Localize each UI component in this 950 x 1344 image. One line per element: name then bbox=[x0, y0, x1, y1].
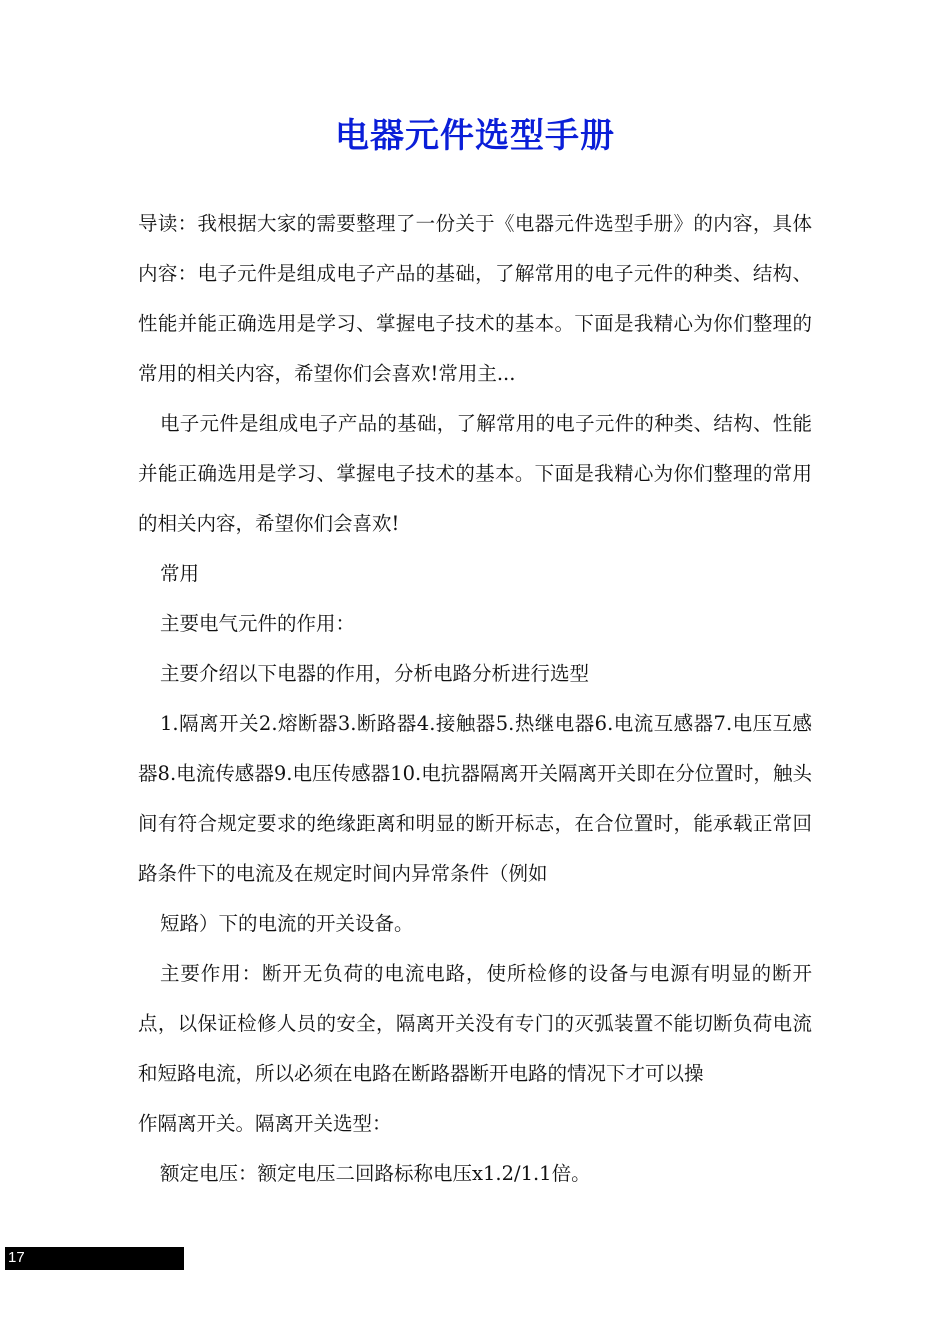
page-number: 17 bbox=[8, 1249, 25, 1266]
paragraph: 作隔离开关。隔离开关选型： bbox=[138, 1112, 392, 1135]
paragraph: 常用 bbox=[160, 562, 200, 585]
paragraph: 主要介绍以下电器的作用，分析电路分析进行选型 bbox=[160, 662, 590, 685]
paragraph: 主要电气元件的作用： bbox=[160, 612, 356, 635]
paragraph: 短路）下的电流的开关设备。 bbox=[160, 912, 414, 935]
intro-paragraph: 导读：我根据大家的需要整理了一份关于《电器元件选型手册》的内容，具体内容：电子元件是组成电子产品的基础，了解常用的电子元件的种类、结构、性能并能正确选用是学习、掌握电子技术的基本。下面是我精心为你们整理的常用的相关内容，希望你们会喜欢!常用主... bbox=[138, 212, 812, 385]
paragraph: 电子元件是组成电子产品的基础，了解常用的电子元件的种类、结构、性能并能正确选用是学习、掌握电子技术的基本。下面是我精心为你们整理的常用的相关内容，希望你们会喜欢! bbox=[138, 412, 812, 535]
paragraph: 额定电压：额定电压二回路标称电压x1.2/1.1倍。 bbox=[160, 1162, 591, 1185]
paragraph: 主要作用：断开无负荷的电流电路，使所检修的设备与电源有明显的断开点，以保证检修人员的安全，隔离开关没有专门的灭弧装置不能切断负荷电流和短路电流，所以必须在电路在断路器断开电路的情况下才可以操 bbox=[138, 962, 812, 1085]
page-number-bar bbox=[5, 1247, 184, 1270]
paragraph: 1.隔离开关2.熔断器3.断路器4.接触器5.热继电器6.电流互感器7.电压互感器8.电流传感器9.电压传感器10.电抗器隔离开关隔离开关即在分位置时，触头间有符合规定要求的绝缘距离和明显的断开标志，在合位置时，能承载正常回路条件下的电流及在规定时间内异常条件（例如 bbox=[138, 712, 812, 885]
document-body bbox=[138, 199, 812, 1199]
document-title: 电器元件选型手册 bbox=[335, 116, 615, 156]
